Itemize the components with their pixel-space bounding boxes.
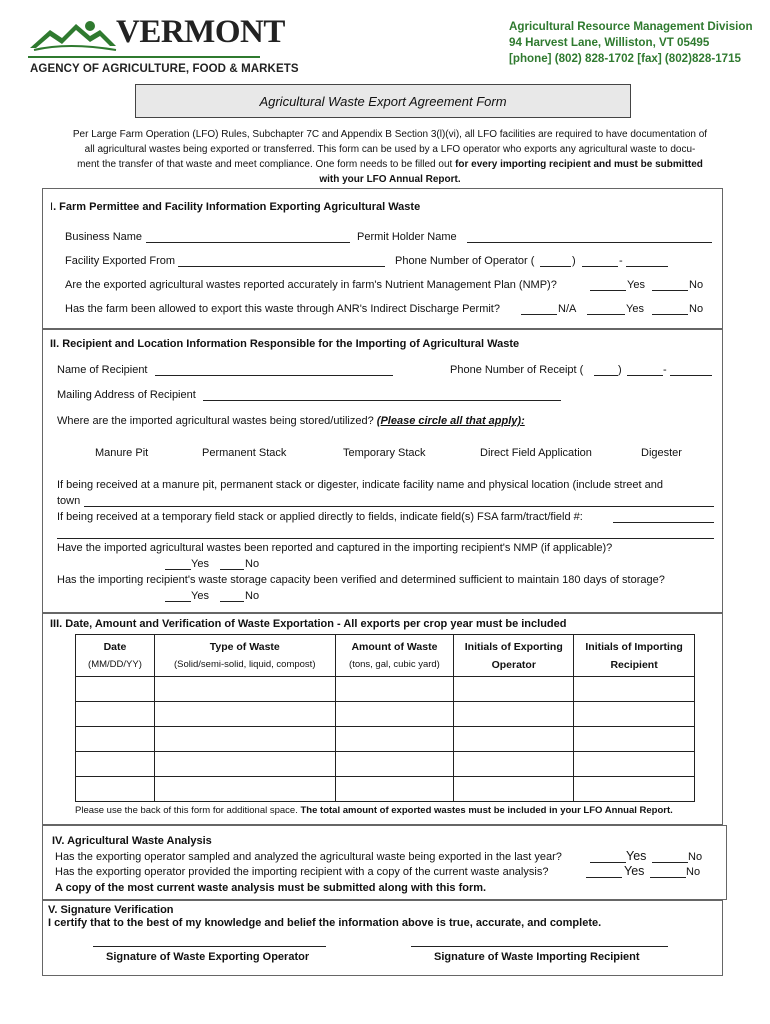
section-3-heading: III. Date, Amount and Verification of Waste Exportation - All exports per crop year must be included	[50, 618, 567, 630]
intro-text	[60, 127, 720, 187]
form-title: Agricultural Waste Export Agreement Form	[135, 84, 631, 118]
capacity-no-field[interactable]	[220, 601, 244, 602]
table-cell[interactable]	[574, 702, 695, 727]
business-name-label: Business Name	[65, 231, 143, 243]
table-cell[interactable]	[154, 677, 335, 702]
waste-export-table	[75, 634, 695, 802]
table-row	[76, 777, 695, 802]
sig-exporting-label: Signature of Waste Exporting Operator	[106, 951, 310, 963]
column-sub-amount: (tons, gal, cubic yard)	[349, 659, 440, 670]
option-direct-field-application[interactable]: Direct Field Application	[480, 447, 592, 459]
mailing-address-field[interactable]	[203, 400, 561, 401]
sampled-yes-field[interactable]	[590, 862, 626, 863]
phone-receipt-prefix-field[interactable]	[627, 375, 663, 376]
division-info	[509, 19, 753, 67]
mountain-logo-icon	[28, 16, 123, 56]
anr-yes-field[interactable]	[587, 314, 625, 315]
section-3-note-normal: Please use the back of this form for additional space.	[75, 805, 301, 816]
nmp-question: Are the exported agricultural wastes reported accurately in farm's Nutrient Management Plan (NMP)?	[65, 279, 557, 291]
sampled-yes-label: Yes	[626, 849, 647, 863]
circle-all-note: (Please circle all that apply):	[376, 415, 525, 427]
intro-line-2: all agricultural wastes being exported or transferred. This form can be used by a LFO operator who exports any agricultural waste to docu-	[84, 144, 696, 155]
reported-nmp-question: Have the imported agricultural wastes been reported and captured in the importing recipient's NMP (if applicable)?	[57, 542, 613, 554]
column-sub-importing: Recipient	[610, 658, 658, 671]
section-3-note	[75, 805, 673, 816]
option-digester[interactable]: Digester	[641, 447, 682, 459]
section-1-heading	[50, 201, 420, 213]
option-manure-pit[interactable]: Manure Pit	[95, 447, 149, 459]
sig-importing-label: Signature of Waste Importing Recipient	[434, 951, 640, 963]
table-cell[interactable]	[574, 752, 695, 777]
where-stored-question	[57, 415, 525, 427]
table-cell[interactable]	[574, 727, 695, 752]
intro-line-4-bold: with your LFO Annual Report.	[319, 174, 461, 185]
table-cell[interactable]	[335, 727, 454, 752]
sampled-no-field[interactable]	[652, 862, 688, 863]
option-temporary-stack[interactable]: Temporary Stack	[343, 447, 426, 459]
section-1-heading-text: . Farm Permittee and Facility Information Exporting Agricultural Waste	[53, 201, 421, 213]
intro-line-4	[60, 172, 720, 187]
table-cell[interactable]	[335, 702, 454, 727]
facility-location-field[interactable]	[84, 506, 714, 507]
section-4-heading: IV. Agricultural Waste Analysis	[52, 835, 212, 847]
fsa-field-number-field[interactable]	[613, 522, 714, 523]
column-title-amount: Amount of Waste	[351, 641, 438, 653]
capacity-yes-field[interactable]	[165, 601, 191, 602]
nmp-no-field[interactable]	[652, 290, 688, 291]
phone-receipt-number-field[interactable]	[670, 375, 712, 376]
anr-na-field[interactable]	[521, 314, 557, 315]
table-row	[76, 677, 695, 702]
provided-no-label: No	[686, 866, 701, 878]
agency-name: AGENCY OF AGRICULTURE, FOOD & MARKETS	[30, 63, 299, 75]
capacity-yes-label: Yes	[191, 590, 209, 602]
permit-holder-field[interactable]	[467, 242, 712, 243]
fsa-extra-line[interactable]	[57, 538, 714, 539]
if-pit-text-2: town	[57, 495, 81, 507]
intro-line-3-normal: ment the transfer of that waste and meet compliance. One form needs to be filled out	[77, 159, 456, 170]
nmp-yes-label: Yes	[627, 279, 645, 291]
division-address: 94 Harvest Lane, Williston, VT 05495	[509, 36, 710, 49]
if-pit-text-1: If being received at a manure pit, permanent stack or digester, indicate facility name and physical location (include street and	[57, 479, 663, 491]
table-cell[interactable]	[154, 752, 335, 777]
division-name: Agricultural Resource Management Division	[509, 20, 753, 33]
if-field-text: If being received at a temporary field stack or applied directly to fields, indicate field(s) FSA farm/tract/field #:	[57, 511, 583, 523]
phone-operator-label: Phone Number of Operator (	[395, 255, 535, 267]
anr-yes-label: Yes	[626, 303, 644, 315]
table-row	[76, 727, 695, 752]
sampled-question: Has the exporting operator sampled and analyzed the agricultural waste being exported in the last year?	[55, 851, 562, 863]
table-cell[interactable]	[454, 677, 574, 702]
permit-holder-label: Permit Holder Name	[357, 231, 457, 243]
certify-text: I certify that to the best of my knowledge and belief the information above is true, accurate, and complete.	[48, 917, 602, 929]
column-header-exporting	[454, 635, 574, 677]
reported-no-field[interactable]	[220, 569, 244, 570]
phone-operator-close: )	[572, 255, 576, 267]
vermont-logo	[28, 14, 299, 78]
table-cell[interactable]	[76, 752, 155, 777]
intro-line-3	[60, 157, 720, 172]
intro-line-3-bold: for every importing recipient and must be submitted	[455, 159, 703, 170]
table-cell[interactable]	[154, 727, 335, 752]
provided-no-field[interactable]	[650, 877, 686, 878]
phone-receipt-label: Phone Number of Receipt (	[450, 364, 584, 376]
recipient-name-field[interactable]	[155, 375, 393, 376]
reported-no-label: No	[245, 558, 260, 570]
table-cell[interactable]	[335, 677, 454, 702]
table-cell[interactable]	[454, 702, 574, 727]
facility-exported-label: Facility Exported From	[65, 255, 176, 267]
provided-question: Has the exporting operator provided the importing recipient with a copy of the current waste analysis?	[55, 866, 549, 878]
table-cell[interactable]	[76, 727, 155, 752]
logo-rule	[28, 56, 260, 58]
table-row	[76, 752, 695, 777]
phone-operator-prefix-field[interactable]	[582, 266, 618, 267]
column-sub-type: (Solid/semi-solid, liquid, compost)	[173, 659, 316, 670]
copy-note: A copy of the most current waste analysis must be submitted along with this form.	[55, 882, 487, 894]
column-title-exporting: Initials of Exporting	[464, 640, 563, 653]
column-header-date	[76, 635, 155, 677]
table-cell[interactable]	[574, 777, 695, 802]
logo-word: VERMONT	[116, 14, 285, 50]
where-stored-text: Where are the imported agricultural wastes being stored/utilized?	[57, 415, 374, 427]
phone-operator-dash: -	[619, 255, 623, 267]
capacity-question: Has the importing recipient's waste storage capacity been verified and determined sufficient to maintain 180 days of storage?	[57, 574, 665, 586]
facility-exported-field[interactable]	[178, 266, 385, 267]
anr-question: Has the farm been allowed to export this waste through ANR's Indirect Discharge Permit?	[65, 303, 500, 315]
table-cell[interactable]	[454, 777, 574, 802]
table-header-row	[76, 635, 695, 677]
phone-receipt-dash: -	[663, 364, 667, 376]
column-header-type	[154, 635, 335, 677]
column-sub-exporting: Operator	[491, 658, 536, 671]
column-sub-date: (MM/DD/YY)	[88, 659, 142, 670]
section-5-heading: V. Signature Verification	[48, 904, 174, 916]
sig-exporting-line[interactable]	[93, 946, 326, 947]
table-cell[interactable]	[335, 752, 454, 777]
business-name-field[interactable]	[146, 242, 350, 243]
table-cell[interactable]	[454, 727, 574, 752]
column-title-type: Type of Waste	[209, 641, 280, 653]
option-permanent-stack[interactable]: Permanent Stack	[202, 447, 287, 459]
section-3-note-bold: The total amount of exported wastes must be included in your LFO Annual Report.	[300, 805, 673, 816]
table-cell[interactable]	[454, 752, 574, 777]
column-header-importing	[574, 635, 695, 677]
table-cell[interactable]	[154, 777, 335, 802]
column-title-date: Date	[103, 641, 127, 653]
table-cell[interactable]	[76, 702, 155, 727]
intro-line-1: Per Large Farm Operation (LFO) Rules, Subchapter 7C and Appendix B Section 3(l)(vi), all LFO facilities are required to have documentation of	[72, 129, 708, 140]
table-cell[interactable]	[76, 677, 155, 702]
column-title-importing: Initials of Importing	[585, 640, 683, 653]
reported-yes-label: Yes	[191, 558, 209, 570]
table-cell[interactable]	[335, 777, 454, 802]
nmp-no-label: No	[689, 279, 704, 291]
phone-operator-area-field[interactable]	[540, 266, 571, 267]
phone-receipt-close: )	[618, 364, 622, 376]
phone-receipt-area-field[interactable]	[594, 375, 618, 376]
recipient-name-label: Name of Recipient	[57, 364, 148, 376]
section-1-prefix: I	[50, 201, 54, 213]
division-phone: [phone] (802) 828-1702 [fax] (802)828-1715	[509, 52, 741, 65]
anr-na-label: N/A	[558, 303, 577, 315]
sampled-no-label: No	[688, 851, 703, 863]
provided-yes-label: Yes	[624, 864, 645, 878]
phone-operator-number-field[interactable]	[626, 266, 668, 267]
table-row	[76, 702, 695, 727]
provided-yes-field[interactable]	[586, 877, 622, 878]
table-cell[interactable]	[574, 677, 695, 702]
anr-no-field[interactable]	[652, 314, 688, 315]
table-cell[interactable]	[76, 777, 155, 802]
mailing-address-label: Mailing Address of Recipient	[57, 389, 196, 401]
table-cell[interactable]	[154, 702, 335, 727]
capacity-no-label: No	[245, 590, 260, 602]
sig-importing-line[interactable]	[411, 946, 668, 947]
nmp-yes-field[interactable]	[590, 290, 626, 291]
section-2-heading: II. Recipient and Location Information Responsible for the Importing of Agricultural Waste	[50, 338, 520, 350]
reported-yes-field[interactable]	[165, 569, 191, 570]
anr-no-label: No	[689, 303, 704, 315]
column-header-amount	[335, 635, 454, 677]
